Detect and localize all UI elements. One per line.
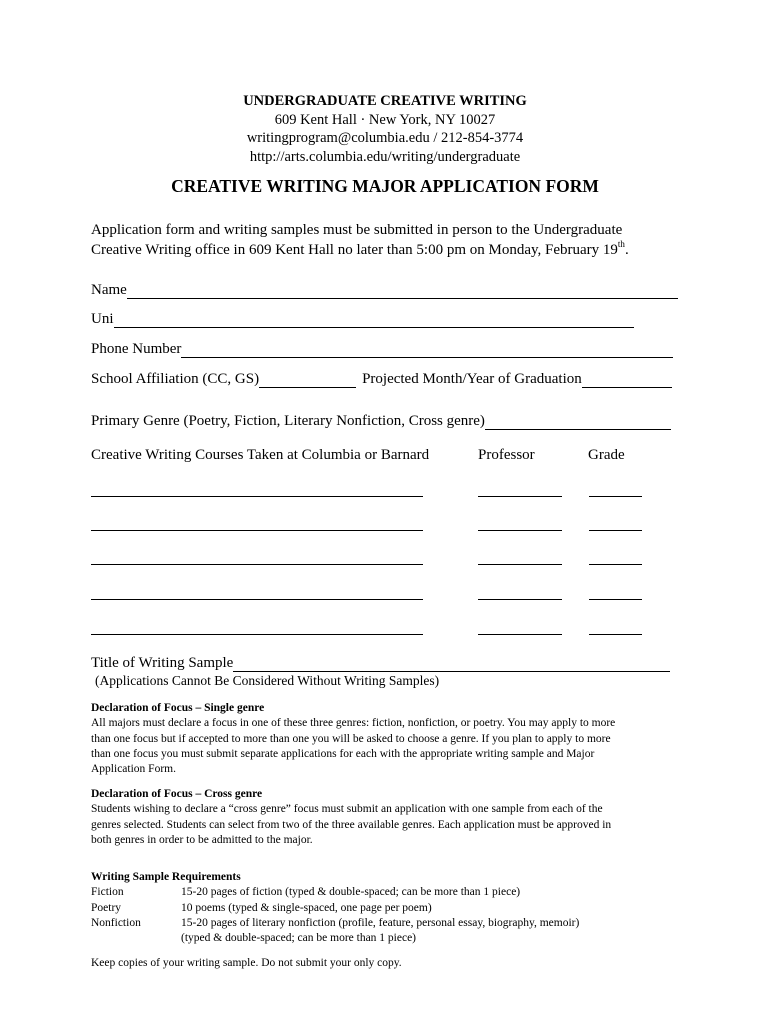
genre-label: Primary Genre (Poetry, Fiction, Literary Nonfiction, Cross genre) <box>91 413 485 429</box>
focus-single-line: than one focus but if accepted to more than one you will be asked to choose a genre. If you plan to apply to more <box>91 732 611 745</box>
requirement-genre: Nonfiction <box>91 916 141 929</box>
focus-cross-title: Declaration of Focus – Cross genre <box>91 788 263 800</box>
course-name-line[interactable] <box>91 634 423 635</box>
sample-title-field <box>91 655 670 672</box>
requirement-text: 10 poems (typed & single-spaced, one page per poem) <box>181 901 432 914</box>
program-name: UNDERGRADUATE CREATIVE WRITING <box>243 93 527 109</box>
uni-input-line[interactable] <box>114 313 634 328</box>
intro-line-2: Creative Writing office in 609 Kent Hall no later than 5:00 pm on Monday, February 19th. <box>91 239 629 258</box>
focus-single-line: than one focus you must submit separate applications for each with the appropriate writing sample and Major <box>91 747 595 760</box>
course-grade-line[interactable] <box>589 634 642 635</box>
focus-cross-section <box>91 787 681 848</box>
uni-label: Uni <box>91 311 114 327</box>
requirement-genre <box>91 931 181 946</box>
course-grade-line[interactable] <box>589 599 642 600</box>
requirements-title: Writing Sample Requirements <box>91 871 241 883</box>
school-input-line[interactable] <box>259 373 356 388</box>
school-label: School Affiliation (CC, GS) <box>91 371 260 387</box>
course-professor-line[interactable] <box>478 599 562 600</box>
course-grade-line[interactable] <box>589 564 642 565</box>
phone-label: Phone Number <box>91 341 182 357</box>
uni-field <box>91 311 634 328</box>
course-grade-line[interactable] <box>589 530 642 531</box>
form-title: CREATIVE WRITING MAJOR APPLICATION FORM <box>171 176 599 196</box>
program-header <box>0 92 770 166</box>
phone-field <box>91 341 673 358</box>
requirement-row <box>91 885 681 900</box>
focus-single-section <box>91 701 681 777</box>
name-label: Name <box>91 282 127 298</box>
requirement-text: (typed & double-spaced; can be more than 1 piece) <box>181 932 417 945</box>
footer-note: Keep copies of your writing sample. Do not submit your only copy. <box>91 957 402 969</box>
graduation-input-line[interactable] <box>582 373 672 388</box>
professor-header: Professor <box>478 447 535 463</box>
requirement-text: 15-20 pages of fiction (typed & double-spaced; can be more than 1 piece) <box>181 886 521 899</box>
genre-field <box>91 413 671 430</box>
requirements-section <box>91 870 681 946</box>
requirement-row <box>91 901 681 916</box>
requirement-row <box>91 931 681 946</box>
name-input-line[interactable] <box>127 284 678 299</box>
course-professor-line[interactable] <box>478 496 562 497</box>
requirement-genre: Fiction <box>91 886 124 899</box>
requirement-row <box>91 916 681 931</box>
course-grade-line[interactable] <box>589 496 642 497</box>
course-name-line[interactable] <box>91 599 423 600</box>
course-name-line[interactable] <box>91 530 423 531</box>
genre-input-line[interactable] <box>485 415 671 430</box>
sample-note: (Applications Cannot Be Considered Without Writing Samples) <box>95 673 440 688</box>
focus-single-line: Application Form. <box>91 763 176 776</box>
focus-cross-line: Students wishing to declare a “cross genre” focus must submit an application with one sample from each of the <box>91 803 603 816</box>
course-name-line[interactable] <box>91 564 423 565</box>
intro-line-1: Application form and writing samples must be submitted in person to the Undergraduate <box>91 222 623 238</box>
graduation-label: Projected Month/Year of Graduation <box>362 371 582 387</box>
focus-cross-line: both genres in order to be admitted to the major. <box>91 833 313 846</box>
course-professor-line[interactable] <box>478 530 562 531</box>
name-field <box>91 282 678 299</box>
sample-title-input-line[interactable] <box>233 657 670 672</box>
focus-single-line: All majors must declare a focus in one of these three genres: fiction, nonfiction, or poetry. You may apply to more <box>91 717 616 730</box>
program-contact: writingprogram@columbia.edu / 212-854-3774 <box>246 130 524 146</box>
phone-input-line[interactable] <box>181 343 673 358</box>
courses-header: Creative Writing Courses Taken at Columbia or Barnard <box>91 447 430 463</box>
program-address: 609 Kent Hall · New York, NY 10027 <box>274 111 496 128</box>
intro-paragraph <box>91 220 691 260</box>
requirement-text: 15-20 pages of literary nonfiction (profile, feature, personal essay, biography, memoir) <box>181 916 580 929</box>
course-professor-line[interactable] <box>478 634 562 635</box>
requirement-genre: Poetry <box>91 901 122 914</box>
sample-title-label: Title of Writing Sample <box>91 655 234 671</box>
course-professor-line[interactable] <box>478 564 562 565</box>
focus-single-title: Declaration of Focus – Single genre <box>91 702 265 714</box>
focus-cross-line: genres selected. Students can select from two of the three available genres. Each application must be approved in <box>91 818 612 831</box>
grade-header: Grade <box>588 447 625 463</box>
course-name-line[interactable] <box>91 496 423 497</box>
school-graduation-field <box>91 371 672 388</box>
program-url: http://arts.columbia.edu/writing/undergraduate <box>249 148 521 165</box>
